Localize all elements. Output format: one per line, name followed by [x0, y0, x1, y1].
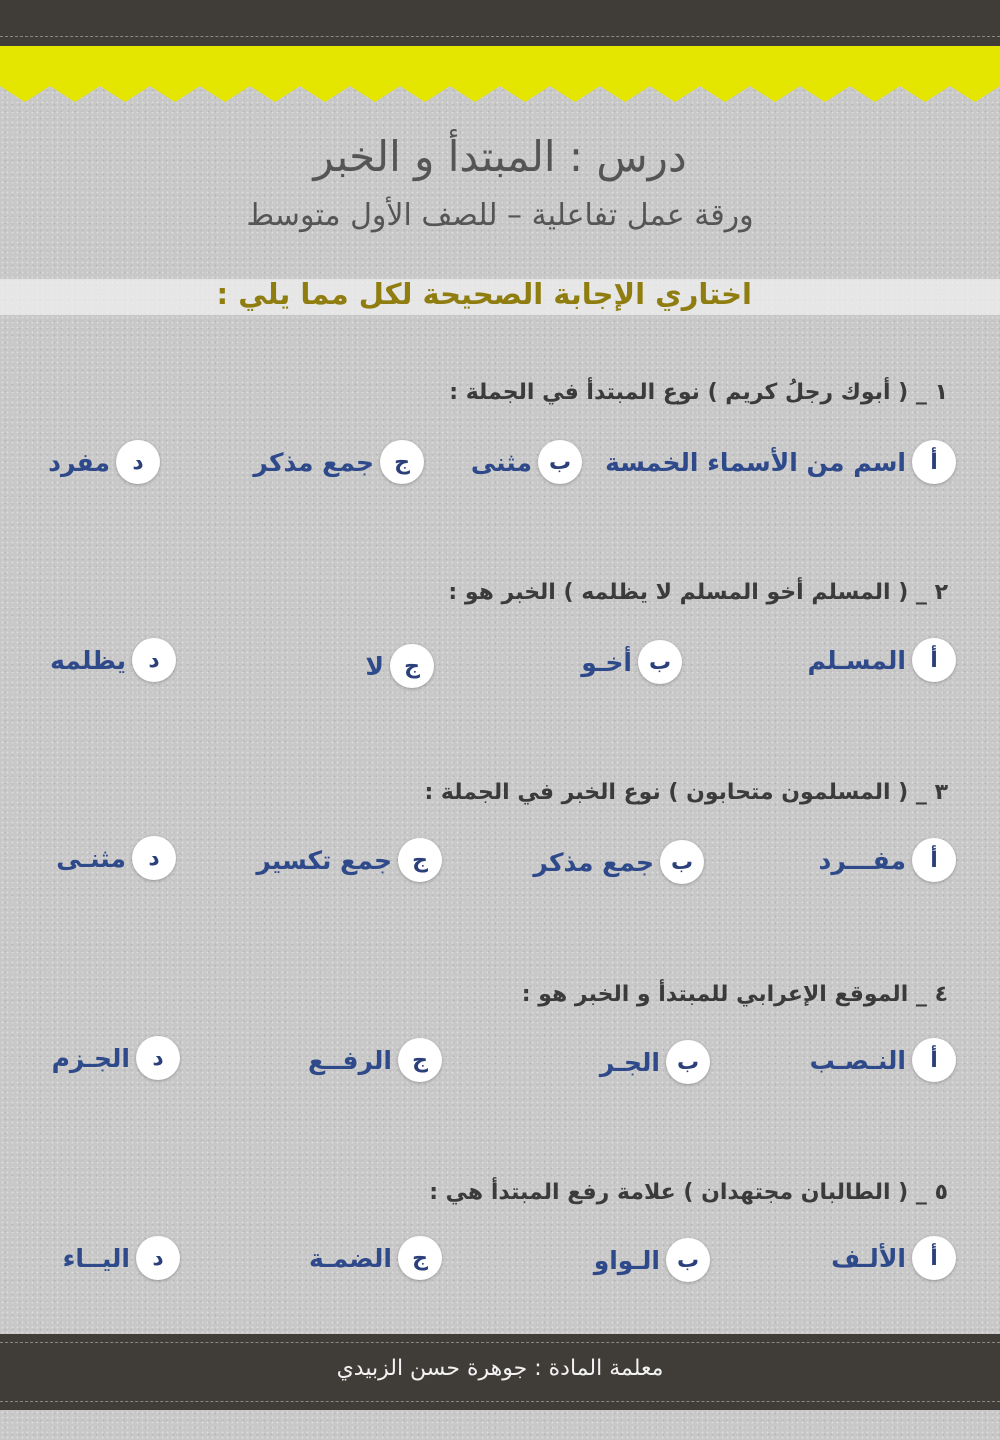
option-label: مثنـى [56, 843, 126, 873]
option-label: مفـــرد [818, 845, 906, 875]
q2-option-b[interactable] [581, 640, 682, 684]
option-label: الـواو [593, 1245, 660, 1275]
q5-option-c[interactable] [309, 1236, 442, 1280]
option-label: يظلمه [50, 645, 126, 675]
option-letter-badge: ب [538, 440, 582, 484]
q4-option-a[interactable] [810, 1038, 956, 1082]
instruction-text: اختاري الإجابة الصحيحة لكل مما يلي : [216, 277, 752, 311]
q5-option-d[interactable] [63, 1236, 180, 1280]
option-letter-badge: ج [398, 838, 442, 882]
option-letter-badge: ج [398, 1038, 442, 1082]
question-5: ٥ _ ( الطالبان مجتهدان ) علامة رفع المبتدأ هي : [429, 1180, 948, 1205]
option-label: لا [365, 651, 384, 681]
q4-option-c[interactable] [308, 1038, 442, 1082]
question-2: ٢ _ ( المسلم أخو المسلم لا يظلمه ) الخبر هو : [448, 580, 948, 605]
option-label: مفرد [48, 447, 110, 477]
page-title: درس : المبتدأ و الخبر [313, 132, 687, 181]
q2-option-d[interactable] [50, 638, 176, 682]
option-letter-badge: د [136, 1236, 180, 1280]
top-bar [0, 0, 1000, 46]
option-letter-badge: أ [912, 838, 956, 882]
option-letter-badge: ب [666, 1040, 710, 1084]
option-label: الألـف [831, 1243, 906, 1273]
option-label: المسـلم [807, 645, 906, 675]
option-letter-badge: أ [912, 1236, 956, 1280]
option-letter-badge: ج [390, 644, 434, 688]
option-label: جمع مذكر [253, 447, 374, 477]
option-label: جمع مذكر [533, 847, 654, 877]
option-letter-badge: ب [638, 640, 682, 684]
option-letter-badge: د [136, 1036, 180, 1080]
q1-option-d[interactable] [48, 440, 160, 484]
option-letter-badge: د [116, 440, 160, 484]
q5-option-a[interactable] [831, 1236, 956, 1280]
option-letter-badge: ب [660, 840, 704, 884]
option-letter-badge: أ [912, 440, 956, 484]
option-label: الضمـة [308, 1243, 392, 1273]
q3-option-a[interactable] [819, 838, 957, 882]
option-letter-badge: ج [380, 440, 424, 484]
question-1: ١ _ ( أبوك رجلُ كريم ) نوع المبتدأ في الجملة : [449, 380, 948, 405]
option-label: الجـر [599, 1047, 660, 1077]
option-label: أخـو [581, 647, 632, 677]
option-label: اسم من الأسماء الخمسة [605, 447, 906, 477]
option-label: مثنى [470, 447, 532, 477]
q3-option-c[interactable] [256, 838, 442, 882]
option-label: الجـزم [51, 1043, 130, 1073]
option-letter-badge: ج [398, 1236, 442, 1280]
q1-option-b[interactable] [471, 440, 582, 484]
bottom-strip [0, 1410, 1000, 1440]
q3-option-d[interactable] [56, 836, 176, 880]
page-subtitle: ورقة عمل تفاعلية – للصف الأول متوسط [246, 198, 754, 233]
yellow-zigzag-band [0, 46, 1000, 108]
option-letter-badge: أ [912, 638, 956, 682]
option-letter-badge: ب [666, 1238, 710, 1282]
option-letter-badge: د [132, 638, 176, 682]
q1-option-c[interactable] [253, 440, 424, 484]
q3-option-b[interactable] [533, 840, 704, 884]
option-label: اليــاء [62, 1243, 130, 1273]
q5-option-b[interactable] [594, 1238, 710, 1282]
option-label: الرفــع [307, 1045, 392, 1075]
option-label: النـصـب [809, 1045, 906, 1075]
option-letter-badge: أ [912, 1038, 956, 1082]
q4-option-d[interactable] [52, 1036, 180, 1080]
question-3: ٣ _ ( المسلمون متحابون ) نوع الخبر في الجملة : [424, 780, 948, 805]
q1-option-a[interactable] [605, 440, 956, 484]
teacher-name: معلمة المادة : جوهرة حسن الزبيدي [336, 1356, 664, 1381]
q2-option-c[interactable] [365, 644, 434, 688]
question-4: ٤ _ الموقع الإعرابي للمبتدأ و الخبر هو : [521, 982, 948, 1007]
option-label: جمع تكسير [256, 845, 392, 875]
q2-option-a[interactable] [807, 638, 956, 682]
option-letter-badge: د [132, 836, 176, 880]
q4-option-b[interactable] [600, 1040, 710, 1084]
